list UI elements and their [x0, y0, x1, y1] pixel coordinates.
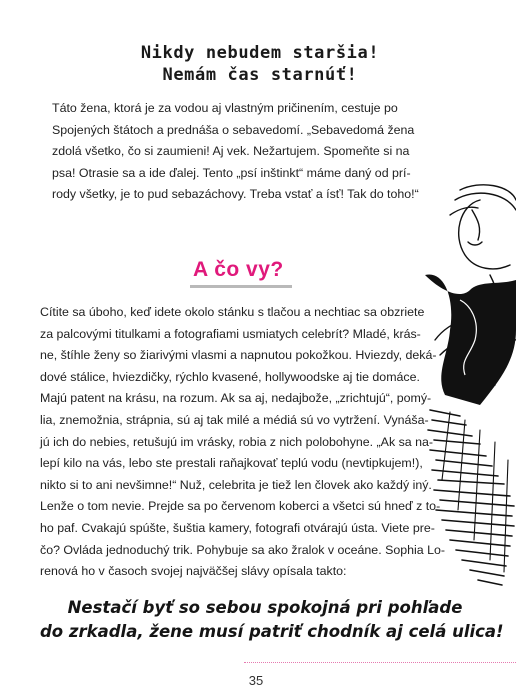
text-line: renová ho v časoch svojej najväčšej slávy opísala takto:	[40, 564, 347, 579]
section-title: A čo vy?	[193, 258, 284, 281]
text-line: Majú patent na krásu, na rozum. Ak sa aj, nedajbože, „zrichtujú“, pomý-	[40, 391, 432, 406]
chapter-heading	[40, 42, 480, 86]
text-line: jú ich do nebies, retušujú im vrásky, robia z nich polobohyne. „Ak sa na-	[40, 434, 434, 449]
text-line: zdolá všetko, čo si zaumieni! Aj vek. Nežartujem. Spomeňte si na	[52, 144, 410, 159]
heading-line-1: Nikdy nebudem staršia!	[140, 43, 380, 63]
text-line: nikto si to ani nevšimne!“ Nuž, celebrita je tiež len človek ako každý iný.	[40, 477, 432, 492]
section-title-underline	[190, 285, 292, 288]
text-line: Spojených štátoch a prednáša o sebavedomí. „Sebavedomá žena	[52, 122, 415, 137]
intro-paragraph	[52, 98, 438, 206]
quote-line-1: Nestačí byť so sebou spokojná pri pohľade	[67, 598, 463, 617]
text-line: Cítite sa úboho, keď idete okolo stánku s tlačou a nechtiac sa obzriete	[40, 305, 425, 319]
text-line: rody všetky, je to pud sebazáchovy. Treba vstať a ísť! Tak do toho!“	[52, 187, 419, 202]
body-paragraph	[40, 302, 446, 583]
text-line: Lenže o tom nevie. Prejde sa po červenom koberci a všetci sú hneď z to-	[40, 499, 441, 514]
pull-quote	[40, 596, 504, 644]
page-number: 35	[248, 673, 264, 688]
text-line: Táto žena, ktorá je za vodou aj vlastným pričinením, cestuje po	[52, 101, 398, 115]
quote-line-2: do zrkadla, žene musí patriť chodník aj celá ulica!	[40, 622, 504, 641]
heading-line-2: Nemám čas starnúť!	[162, 65, 358, 85]
text-line: čo? Ovláda jednoduchý trik. Pohybuje sa ako žralok v oceáne. Sophia Lo-	[40, 542, 446, 557]
text-line: lepí kilo na vás, lebo ste prestali raňajkovať teplú vodu (nevtipkujem!),	[40, 456, 423, 471]
text-line: ho paf. Cvakajú spúšte, šuštia kamery, fotografi otvárajú ústa. Viete pre-	[40, 520, 435, 535]
text-line: lia, znemožnia, strápnia, sú aj tak milé a médiá sú vo vytržení. Vynáša-	[40, 412, 429, 427]
text-line: dové stálice, hviezdičky, rýchlo kvasené, hollywoodske aj tie domáce.	[40, 369, 420, 384]
text-line: ne, štíhle ženy so žiarivými vlasmi a napnutou pokožkou. Hviezdy, deká-	[40, 348, 437, 363]
text-line: za palcovými titulkami a fotografiami usmiatych celebrít? Mladé, krás-	[40, 326, 421, 341]
woman-sketch-illustration	[420, 180, 516, 600]
text-line: psa! Otrasie sa a ide ďalej. Tento „psí inštinkt“ máme daný od prí-	[52, 165, 411, 180]
footer-dotted-rule	[244, 662, 516, 663]
